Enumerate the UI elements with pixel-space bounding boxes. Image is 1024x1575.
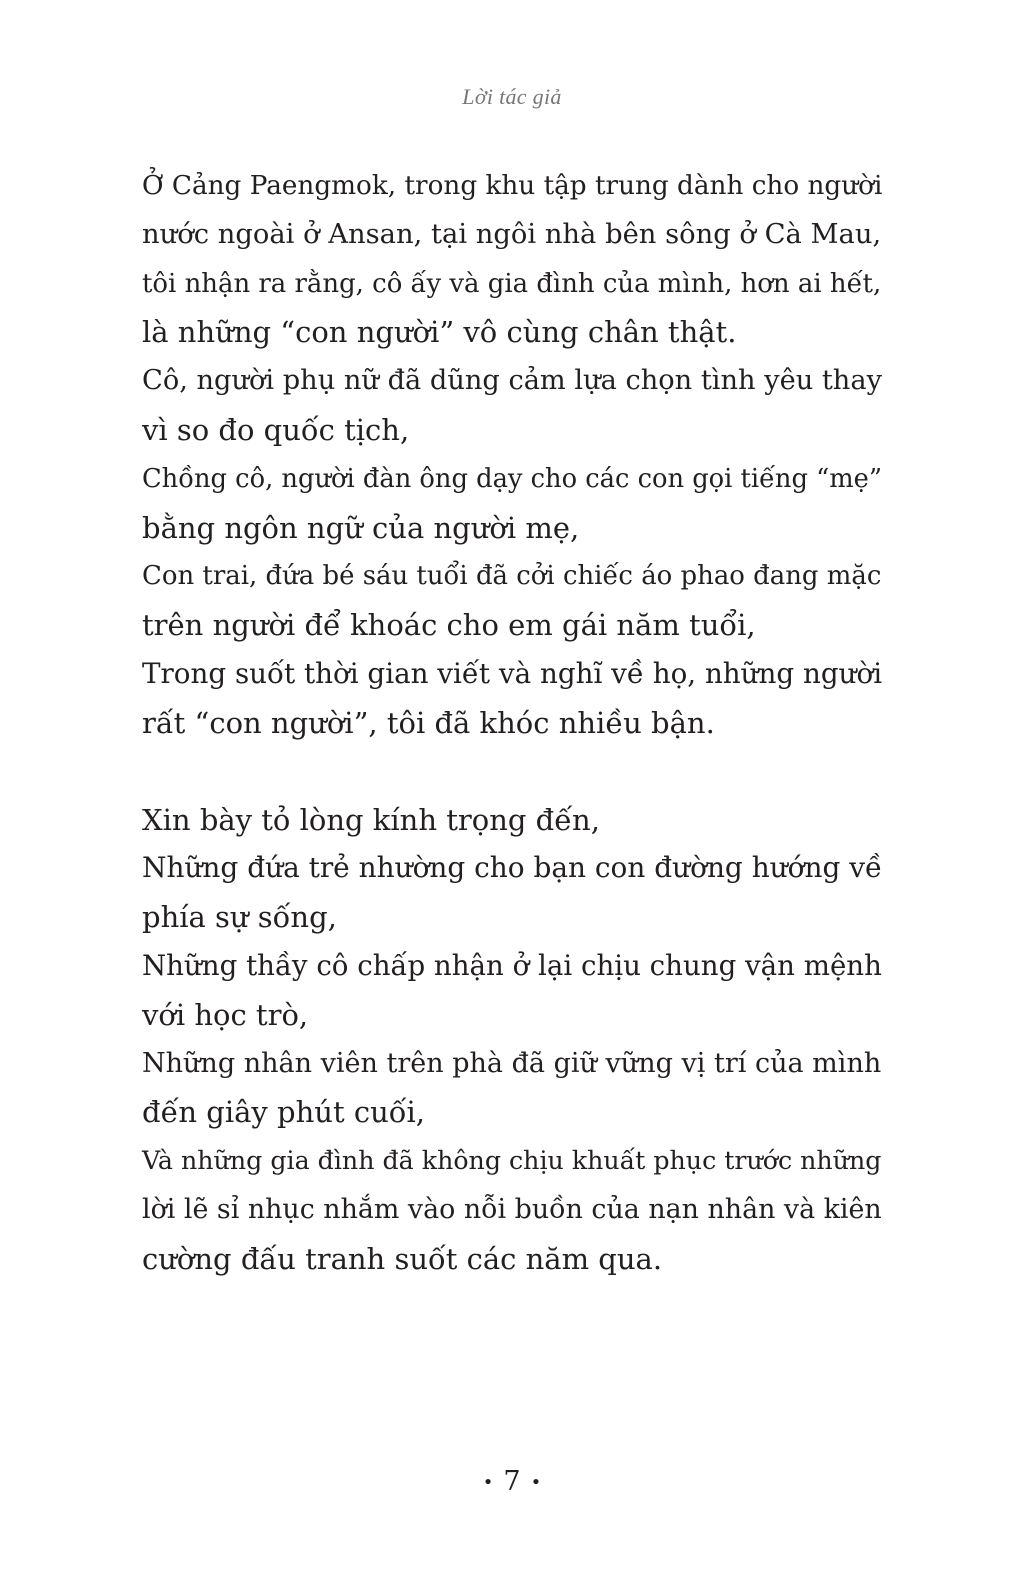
- text-line: Chồng cô, người đàn ông dạy cho các con gọi tiếng “mẹ”: [142, 463, 883, 494]
- text-line: nước ngoài ở Ansan, tại ngôi nhà bên sông ở Cà Mau,: [142, 218, 882, 250]
- text-line: đến giây phút cuối,: [142, 1095, 425, 1130]
- text-line: là những “con người” vô cùng chân thật.: [142, 315, 737, 350]
- text-line: bằng ngôn ngữ của người mẹ,: [142, 510, 580, 545]
- text-line: rất “con người”, tôi đã khóc nhiều bận.: [142, 705, 715, 740]
- paragraph-1: [142, 162, 882, 748]
- text-line: Ở Cảng Paengmok, trong khu tập trung dành cho người: [142, 171, 883, 201]
- text-line: vì so đo quốc tịch,: [142, 412, 410, 447]
- text-line: với học trò,: [142, 997, 309, 1032]
- text-line: Trong suốt thời gian viết và nghĩ về họ, những người: [142, 656, 883, 690]
- page-number: 7: [503, 1466, 521, 1497]
- text-line: Những đứa trẻ nhường cho bạn con đường hướng về: [142, 851, 883, 885]
- text-line: tôi nhận ra rằng, cô ấy và gia đình của mình, hơn ai hết,: [142, 268, 882, 299]
- text-line: Và những gia đình đã không chịu khuất phục trước những: [142, 1146, 882, 1176]
- body-text: [142, 162, 882, 1284]
- text-line: phía sự sống,: [142, 900, 337, 935]
- text-line: Xin bày tỏ lòng kính trọng đến,: [142, 802, 600, 837]
- stanza-gap: [142, 748, 882, 796]
- text-line: Con trai, đứa bé sáu tuổi đã cởi chiếc áo phao đang mặc: [142, 561, 882, 592]
- text-line: Những nhân viên trên phà đã giữ vững vị trí của mình: [142, 1047, 882, 1079]
- text-line: Những thầy cô chấp nhận ở lại chịu chung vận mệnh: [142, 948, 882, 982]
- paragraph-2: [142, 796, 882, 1284]
- text-line: Cô, người phụ nữ đã dũng cảm lựa chọn tình yêu thay: [142, 365, 882, 397]
- bullet-left-icon: •: [482, 1472, 494, 1493]
- running-header: Lời tác giả: [462, 84, 562, 109]
- text-line: lời lẽ sỉ nhục nhắm vào nỗi buồn của nạn nhân và kiên: [142, 1193, 882, 1225]
- text-line: trên người để khoác cho em gái năm tuổi,: [142, 608, 756, 643]
- text-line: cường đấu tranh suốt các năm qua.: [142, 1241, 663, 1276]
- page-number-folio: [0, 1466, 1024, 1497]
- bullet-right-icon: •: [530, 1472, 542, 1493]
